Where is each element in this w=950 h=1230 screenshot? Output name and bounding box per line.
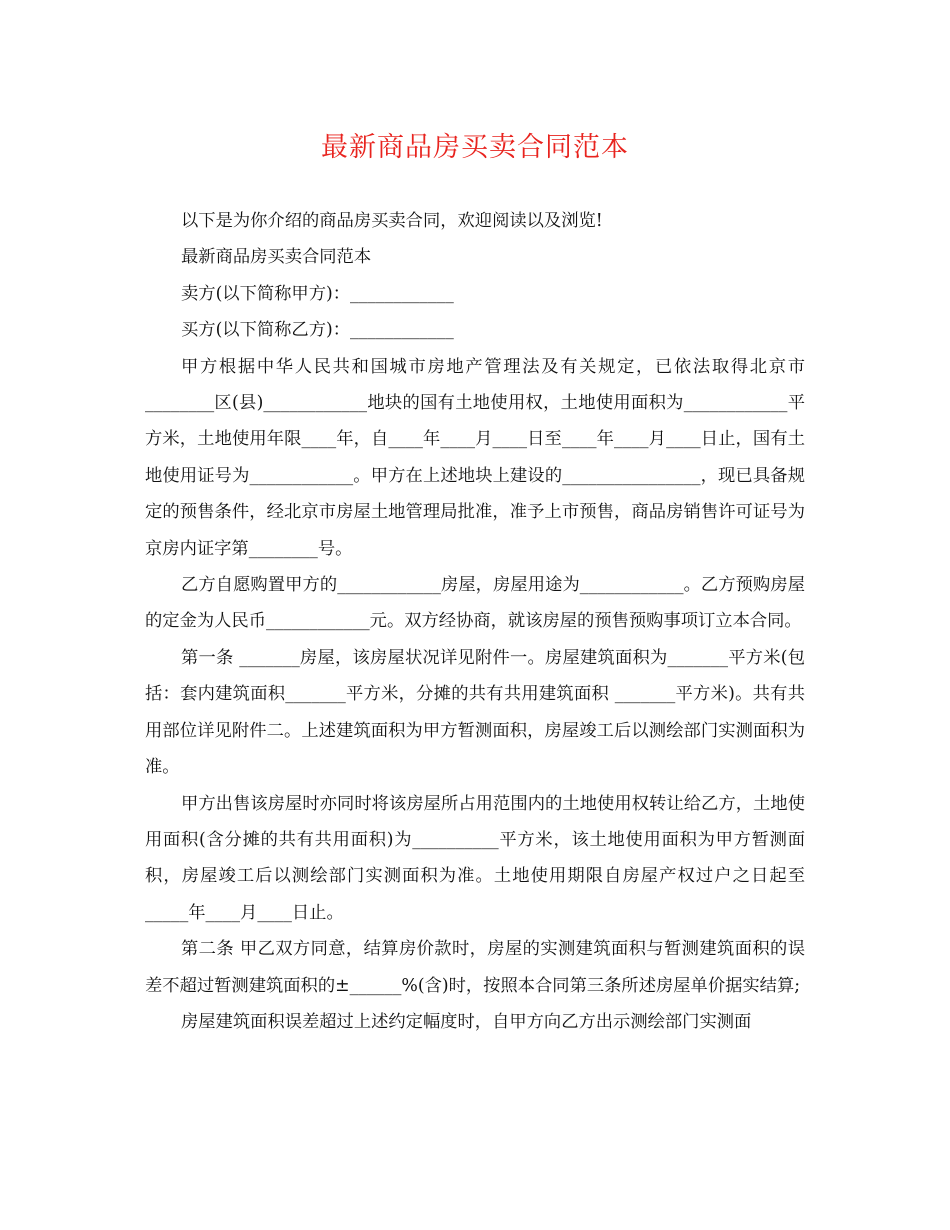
intro-paragraph: 以下是为你介绍的商品房买卖合同，欢迎阅读以及浏览!: [181, 211, 603, 231]
article-two-paragraph: 第二条 甲乙双方同意，结算房价款时，房屋的实测建筑面积与暂测建筑面积的误差不超过暂测建筑面积的±______%(含)时，按照本合同第三条所述房屋单价据实结算;: [145, 939, 805, 996]
document-title: 最新商品房买卖合同范本: [321, 132, 629, 163]
land-use-paragraph: 甲方根据中华人民共和国城市房地产管理法及有关规定，已依法取得北京市________区(县)____________地块的国有土地使用权，土地使用面积为____________平方米，土地使用年限____年，自____年____月____日至____年____月____日止，国有土地使用证号为____________。甲方在上述地块上建设的________________，现已具备规定的预售条件，经北京市房屋土地管理局批准，准予上市预售，商品房销售许可证号为京房内证字第________号。: [145, 356, 805, 559]
contract-subtitle: 最新商品房买卖合同范本: [181, 247, 372, 268]
article-one-paragraph: 第一条 _______房屋，该房屋状况详见附件一。房屋建筑面积为_______平方米(包括：套内建筑面积_______平方米，分摊的共有共用建筑面积 _______平方米)。共有共用部位详见附件二。上述建筑面积为甲方暂测面积，房屋竣工后以测绘部门实测面积为准。: [145, 647, 805, 778]
document-body: [145, 203, 805, 1040]
area-error-paragraph: 房屋建筑面积误差超过上述约定幅度时，自甲方向乙方出示测绘部门实测面: [181, 1011, 752, 1032]
purchase-paragraph: 乙方自愿购置甲方的____________房屋，房屋用途为____________。乙方预购房屋的定金为人民币____________元。双方经协商，就该房屋的预售预购事项订立本合同。: [145, 575, 805, 632]
seller-line: 卖方(以下简称甲方)：____________: [181, 283, 454, 304]
land-transfer-paragraph: 甲方出售该房屋时亦同时将该房屋所占用范围内的土地使用权转让给乙方，土地使用面积(含分摊的共有共用面积)为__________平方米，该土地使用面积为甲方暂测面积，房屋竣工后以测绘部门实测面积为准。土地使用期限自房屋产权过户之日起至_____年____月____日止。: [145, 793, 805, 923]
buyer-line: 买方(以下简称乙方)：____________: [181, 320, 454, 341]
